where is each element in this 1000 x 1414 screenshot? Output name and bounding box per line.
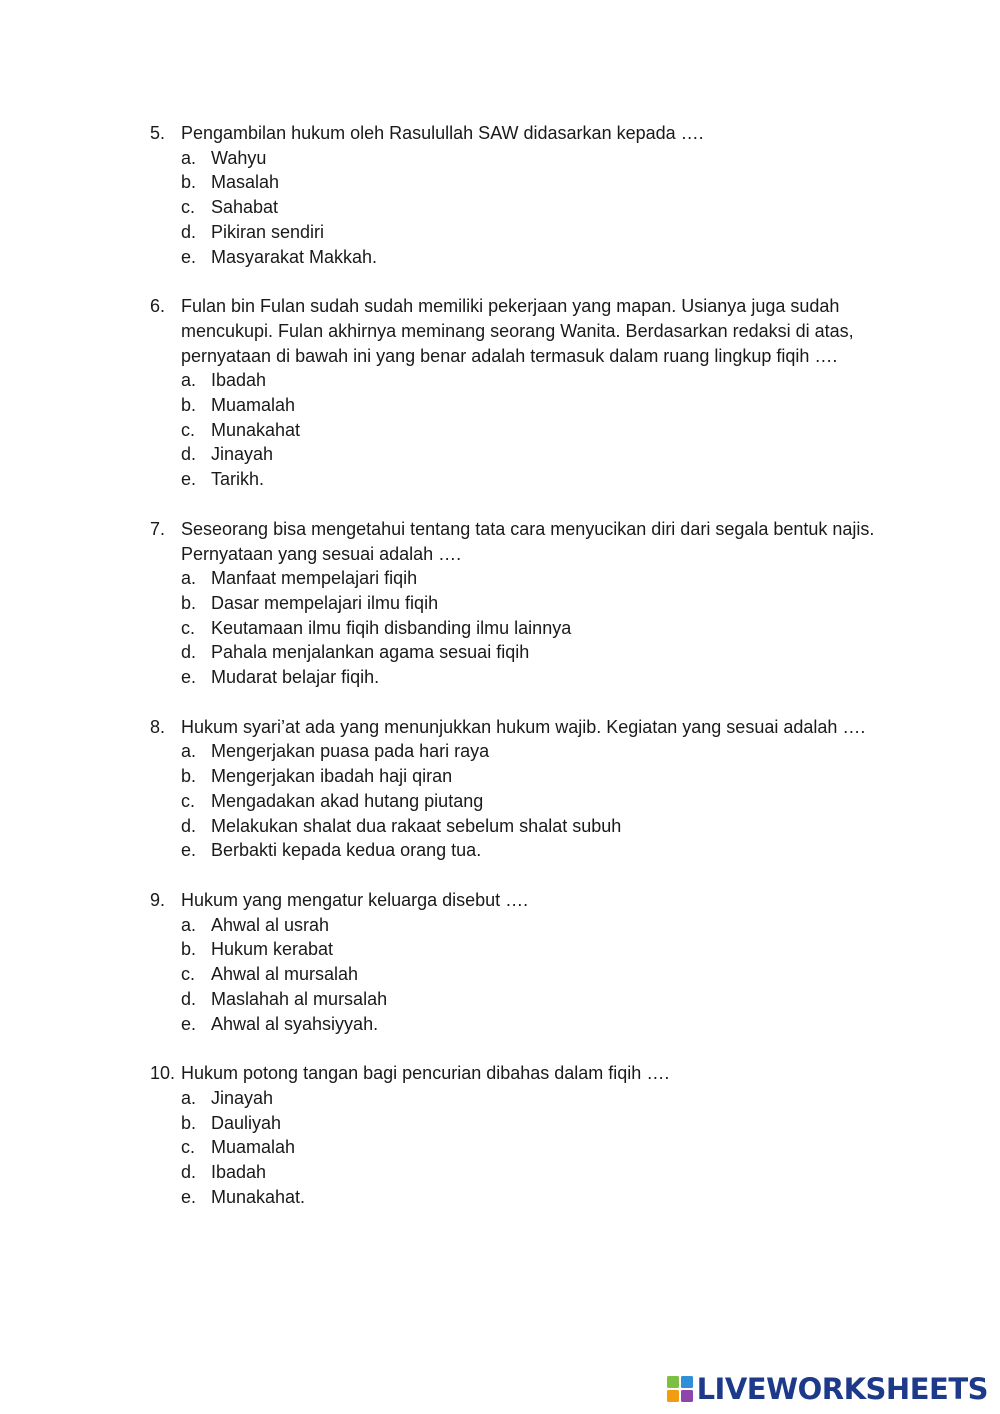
option-letter: a. xyxy=(181,741,197,762)
option-letter: e. xyxy=(181,469,197,490)
question-number: 5. xyxy=(150,123,166,143)
answer-option[interactable] xyxy=(150,665,890,690)
option-text: Sahabat xyxy=(211,197,279,218)
option-text: Maslahah al mursalah xyxy=(211,988,388,1009)
option-letter: c. xyxy=(181,419,196,440)
option-text: Dasar mempelajari ilmu fiqih xyxy=(211,592,439,613)
option-letter: b. xyxy=(181,939,197,960)
option-text: Mengerjakan puasa pada hari raya xyxy=(211,741,490,762)
question-number: 6. xyxy=(150,296,166,317)
answer-option[interactable] xyxy=(150,764,890,789)
option-text: Manfaat mempelajari fiqih xyxy=(211,568,418,589)
option-text: Dauliyah xyxy=(211,1112,282,1133)
answer-option[interactable] xyxy=(150,195,890,220)
answer-option[interactable] xyxy=(150,1185,890,1210)
option-letter: d. xyxy=(181,221,197,242)
option-text: Tarikh. xyxy=(211,469,265,490)
liveworksheets-logo-icon xyxy=(667,1376,693,1402)
answer-option[interactable] xyxy=(150,418,890,443)
answer-option[interactable] xyxy=(150,739,890,764)
option-text: Wahyu xyxy=(211,147,267,168)
option-text: Keutamaan ilmu fiqih disbanding ilmu lainnya xyxy=(211,617,572,638)
question-text: Pengambilan hukum oleh Rasulullah SAW didasarkan kepada …. xyxy=(181,123,704,143)
question-number: 9. xyxy=(150,889,166,910)
option-letter: b. xyxy=(181,1112,197,1133)
question-text: Hukum yang mengatur keluarga disebut …. xyxy=(181,889,529,910)
option-letter: d. xyxy=(181,815,197,836)
option-letter: a. xyxy=(181,914,197,935)
option-text: Pikiran sendiri xyxy=(211,221,325,242)
answer-option[interactable] xyxy=(150,467,890,492)
answer-option[interactable] xyxy=(150,591,890,616)
option-text: Muamalah xyxy=(211,1137,296,1158)
option-text: Munakahat. xyxy=(211,1186,306,1207)
question-stem xyxy=(150,294,890,368)
answer-option[interactable] xyxy=(150,1086,890,1111)
option-text: Muamalah xyxy=(211,395,296,416)
question-text: Fulan bin Fulan sudah sudah memiliki pekerjaan yang mapan. Usianya juga sudah mencukupi. Fulan akhirnya meminang seorang Wanita. Berdasarkan redaksi di atas, pernyataan di bawah ini yang benar adalah termasuk dalam ruang lingkup fiqih …. xyxy=(181,296,854,366)
option-letter: a. xyxy=(181,568,197,589)
option-letter: e. xyxy=(181,1186,197,1207)
question-text: Hukum potong tangan bagi pencurian dibahas dalam fiqih …. xyxy=(181,1063,670,1084)
option-text: Mengerjakan ibadah haji qiran xyxy=(211,766,453,787)
answer-option[interactable] xyxy=(150,1160,890,1185)
option-letter: a. xyxy=(181,147,197,168)
answer-option[interactable] xyxy=(150,393,890,418)
option-text: Jinayah xyxy=(211,1087,274,1108)
question-text: Seseorang bisa mengetahui tentang tata cara menyucikan diri dari segala bentuk najis. Pernyataan yang sesuai adalah …. xyxy=(181,518,875,564)
question-number: 7. xyxy=(150,518,166,539)
answer-option[interactable] xyxy=(150,566,890,591)
option-letter: b. xyxy=(181,395,197,416)
logo-text: LIVEWORKSHEETS xyxy=(696,1372,988,1406)
question-stem xyxy=(150,517,890,566)
option-letter: d. xyxy=(181,988,197,1009)
option-text: Hukum kerabat xyxy=(211,939,334,960)
option-letter: c. xyxy=(181,1137,196,1158)
option-text: Jinayah xyxy=(211,444,274,465)
question-list xyxy=(150,121,890,1234)
question-text: Hukum syari’at ada yang menunjukkan hukum wajib. Kegiatan yang sesuai adalah …. xyxy=(181,716,866,737)
answer-option[interactable] xyxy=(150,442,890,467)
answer-option[interactable] xyxy=(150,962,890,987)
option-letter: c. xyxy=(181,964,196,985)
option-text: Ibadah xyxy=(211,1162,267,1183)
question-6 xyxy=(150,294,890,492)
answer-option[interactable] xyxy=(150,913,890,938)
answer-option[interactable] xyxy=(150,937,890,962)
answer-option[interactable] xyxy=(150,616,890,641)
option-letter: a. xyxy=(181,1087,197,1108)
option-letter: e. xyxy=(181,1013,197,1034)
question-7 xyxy=(150,517,890,690)
option-letter: d. xyxy=(181,444,197,465)
option-letter: a. xyxy=(181,370,197,391)
answer-option[interactable] xyxy=(150,987,890,1012)
answer-option[interactable] xyxy=(150,1111,890,1136)
question-10 xyxy=(150,1061,890,1209)
option-text: Ahwal al syahsiyyah. xyxy=(211,1013,379,1034)
question-number: 10. xyxy=(150,1063,176,1084)
option-text: Ahwal al usrah xyxy=(211,914,330,935)
option-letter: d. xyxy=(181,1162,197,1183)
option-text: Melakukan shalat dua rakaat sebelum shalat subuh xyxy=(211,815,622,836)
option-letter: c. xyxy=(181,197,196,218)
option-letter: e. xyxy=(181,840,197,861)
question-5 xyxy=(150,121,890,269)
option-text: Berbakti kepada kedua orang tua. xyxy=(211,840,482,861)
question-8 xyxy=(150,715,890,863)
answer-option[interactable] xyxy=(150,170,890,195)
option-letter: c. xyxy=(181,790,196,811)
liveworksheets-logo xyxy=(667,1372,988,1406)
question-stem xyxy=(150,1061,890,1086)
answer-option[interactable] xyxy=(150,368,890,393)
option-letter: b. xyxy=(181,172,197,193)
option-letter: c. xyxy=(181,617,196,638)
question-stem xyxy=(150,715,890,740)
question-number: 8. xyxy=(150,716,166,737)
answer-option[interactable] xyxy=(150,814,890,839)
answer-option[interactable] xyxy=(150,1135,890,1160)
answer-option[interactable] xyxy=(150,146,890,171)
option-letter: b. xyxy=(181,592,197,613)
option-text: Masyarakat Makkah. xyxy=(211,246,378,267)
option-text: Masalah xyxy=(211,172,280,193)
option-text: Munakahat xyxy=(211,419,301,440)
answer-option[interactable] xyxy=(150,640,890,665)
answer-option[interactable] xyxy=(150,1012,890,1037)
question-9 xyxy=(150,888,890,1036)
option-letter: d. xyxy=(181,642,197,663)
option-text: Mudarat belajar fiqih. xyxy=(211,667,380,688)
question-stem xyxy=(150,121,890,146)
question-stem xyxy=(150,888,890,913)
option-text: Ibadah xyxy=(211,370,267,391)
option-text: Ahwal al mursalah xyxy=(211,964,359,985)
option-letter: b. xyxy=(181,766,197,787)
option-letter: e. xyxy=(181,246,197,267)
answer-option[interactable] xyxy=(150,220,890,245)
option-letter: e. xyxy=(181,667,197,688)
answer-option[interactable] xyxy=(150,789,890,814)
option-text: Pahala menjalankan agama sesuai fiqih xyxy=(211,642,530,663)
answer-option[interactable] xyxy=(150,838,890,863)
option-text: Mengadakan akad hutang piutang xyxy=(211,790,484,811)
answer-option[interactable] xyxy=(150,245,890,270)
